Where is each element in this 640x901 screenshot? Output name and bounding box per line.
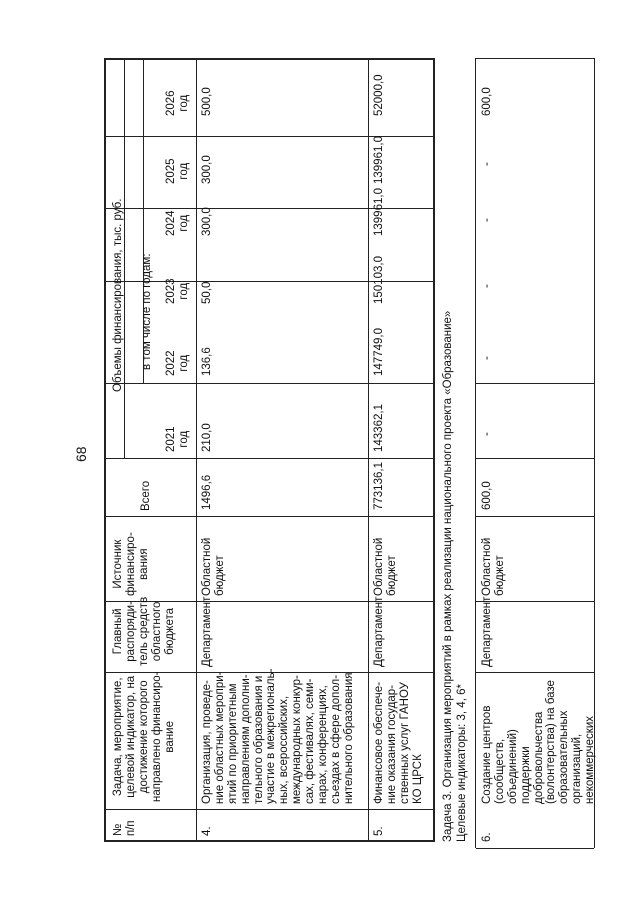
row-year-2021: 210,0 <box>201 423 213 452</box>
header-year-2025: 2025 год <box>165 158 190 184</box>
header-year-2023: 2023 год <box>165 278 190 304</box>
row-source: Областной бюджет <box>201 537 226 596</box>
row-year-2024: 139961,0 <box>373 188 385 236</box>
header-manager: Главный распоряди- тель средств областного бюджета <box>112 596 176 666</box>
row-year-2023: 50,0 <box>201 281 213 304</box>
row-manager: Департамент <box>201 596 213 667</box>
page-number: 68 <box>73 446 89 462</box>
row-total: 1496,6 <box>201 474 213 510</box>
section-task-title: Задача 3. Организация мероприятий в рамках реализации национального проекта «Образование» <box>442 310 454 842</box>
row-year-2025: 139961,0 <box>373 136 385 184</box>
row-task: Организация, проведе- ние областных меропри- ятий по приоритетным направлениям дополни- тельного образования и участие в межрегиональ- ных, всероссийских, международных конкур- сах, фестивалях, семи- нарах, конференциях, съездах в сфере допол- нительного образования <box>201 668 355 804</box>
row-num: 4. <box>201 826 213 836</box>
row-manager: Департамент <box>373 596 385 667</box>
row-year-2024: 300,0 <box>201 207 213 236</box>
row-year-2025: - <box>481 162 493 166</box>
row-task: Финансовое обеспече- ние оказания государ- ственных услуг ГАНОУ КО ЦРСК <box>373 682 424 804</box>
row-year-2026: 600,0 <box>481 87 493 116</box>
row-task: Создание центров (сообществ, объединений) поддержки добровольчества (волонтерства) на базе образовательных организаций, некоммерческих <box>481 680 596 804</box>
row-num: 6. <box>481 832 493 842</box>
row-year-2021: 143362,1 <box>373 404 385 452</box>
header-total: Всего <box>140 480 152 511</box>
row-year-2026: 500,0 <box>201 87 213 116</box>
row-year-2022: 147749,0 <box>373 328 385 376</box>
row-year-2024: - <box>481 218 493 222</box>
header-by-years: в том числе по годам: <box>141 253 153 370</box>
header-year-2024: 2024 год <box>165 210 190 236</box>
section-indicators: Целевые индикаторы: 3, 4, 6* <box>456 684 468 842</box>
row-year-2026: 52000,0 <box>373 74 385 116</box>
header-task: Задача, мероприятие, целевой индикатор, на достижение которого направлено финансиро- вание <box>112 671 176 802</box>
row-source: Областной бюджет <box>373 537 398 596</box>
row-num: 5. <box>373 826 385 836</box>
header-year-2026: 2026 год <box>165 90 190 116</box>
row-year-2023: - <box>481 284 493 288</box>
row-year-2023: 150103,0 <box>373 256 385 304</box>
row-year-2022: - <box>481 356 493 360</box>
header-source: Источник финансиро- вания <box>112 532 150 596</box>
header-num: № п/п <box>112 820 137 836</box>
header-year-2021: 2021 год <box>165 426 190 452</box>
row-year-2021: - <box>481 432 493 436</box>
row-year-2022: 136,6 <box>201 347 213 376</box>
row-total: 773136,1 <box>373 462 385 510</box>
header-volumes-title: Объемы финансирования, тыс. руб. <box>112 198 124 392</box>
row-manager: Департамент <box>481 596 493 667</box>
header-year-2022: 2022 год <box>165 350 190 376</box>
row-year-2025: 300,0 <box>201 155 213 184</box>
row-total: 600,0 <box>481 481 493 510</box>
row-source: Областной бюджет <box>481 537 506 596</box>
